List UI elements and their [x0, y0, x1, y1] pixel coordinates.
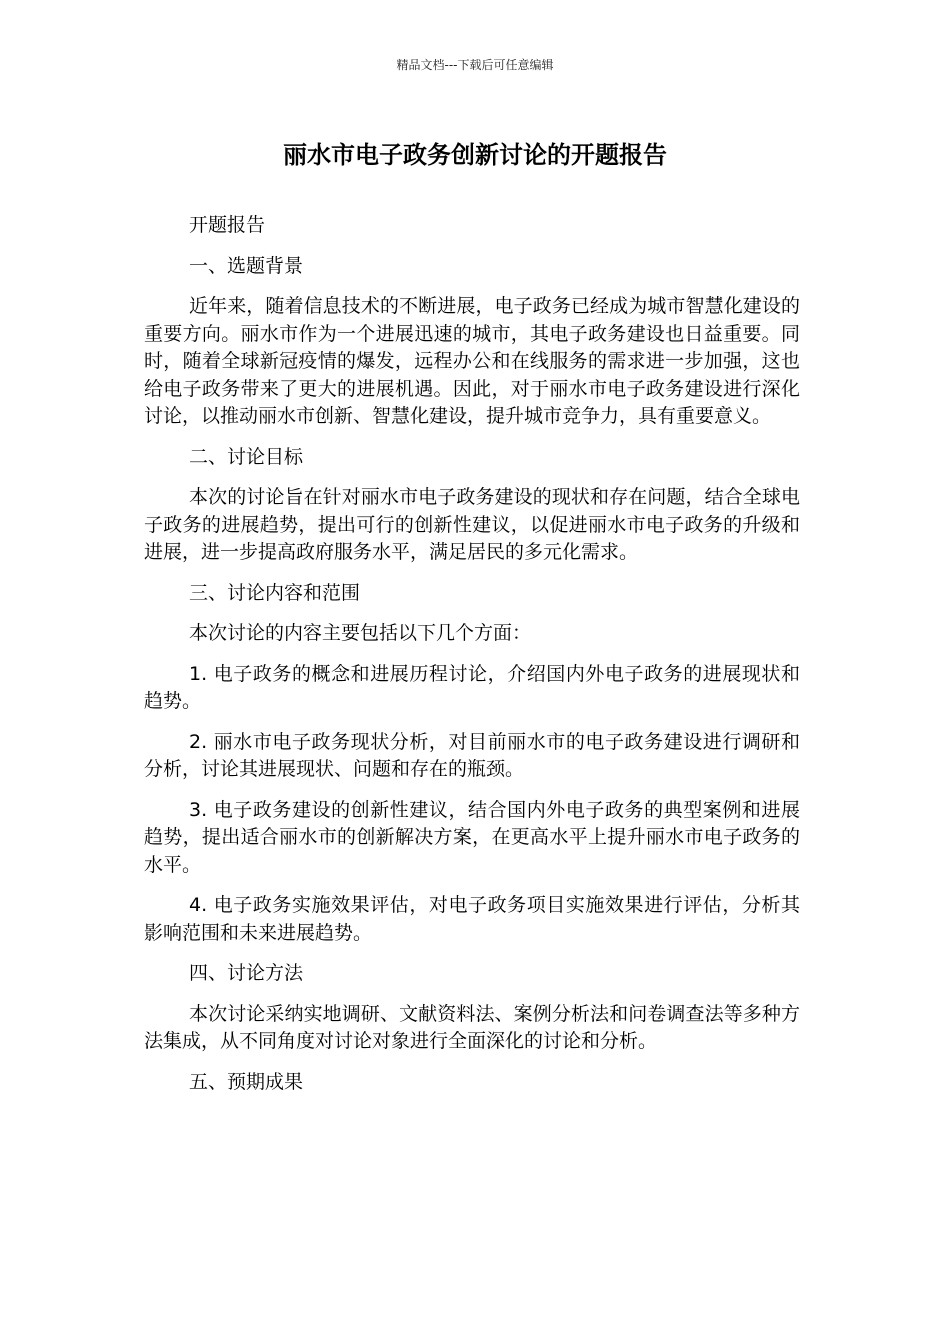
section-heading-goals: 二、讨论目标 [189, 445, 304, 468]
section-heading-outcomes: 五、预期成果 [189, 1070, 304, 1093]
list-item-3: 3. 电子政务建设的创新性建议，结合国内外电子政务的典型案例和进展趋势，提出适合丽水市的创新解决方案，在更高水平上提升丽水市电子政务的水平。 [144, 798, 800, 876]
list-item-4: 4. 电子政务实施效果评估，对电子政务项目实施效果进行评估，分析其影响范围和未来进展趋势。 [144, 894, 800, 944]
section-heading-report: 开题报告 [189, 214, 266, 236]
paragraph-scope-intro: 本次讨论的内容主要包括以下几个方面： [189, 622, 532, 644]
paragraph-background: 近年来，随着信息技术的不断进展，电子政务已经成为城市智慧化建设的重要方向。丽水市作为一个进展迅速的城市，其电子政务建设也日益重要。同时，随着全球新冠疫情的爆发，远程办公和在线服务的需求进一步加强，这也给电子政务带来了更大的进展机遇。因此，对于丽水市电子政务建设进行深化讨论，以推动丽水市创新、智慧化建设，提升城市竞争力，具有重要意义。 [144, 295, 800, 427]
document-title: 丽水市电子政务创新讨论的开题报告 [283, 141, 667, 169]
section-heading-scope: 三、讨论内容和范围 [189, 581, 361, 604]
section-heading-background: 一、选题背景 [189, 254, 304, 277]
list-item-2: 2. 丽水市电子政务现状分析，对目前丽水市的电子政务建设进行调研和分析，讨论其进展现状、问题和存在的瓶颈。 [144, 730, 800, 780]
section-heading-methods: 四、讨论方法 [189, 962, 304, 984]
document-body [144, 212, 800, 1109]
list-item-1: 1. 电子政务的概念和进展历程讨论，介绍国内外电子政务的进展现状和趋势。 [144, 662, 800, 712]
paragraph-goals: 本次的讨论旨在针对丽水市电子政务建设的现状和存在问题，结合全球电子政务的进展趋势，提出可行的创新性建议，以促进丽水市电子政务的升级和进展，进一步提高政府服务水平，满足居民的多元化需求。 [144, 486, 800, 563]
paragraph-methods: 本次讨论采纳实地调研、文献资料法、案例分析法和问卷调查法等多种方法集成，从不同角度对讨论对象进行全面深化的讨论和分析。 [144, 1002, 800, 1052]
header-note: 精品文档---下载后可任意编辑 [396, 58, 554, 72]
